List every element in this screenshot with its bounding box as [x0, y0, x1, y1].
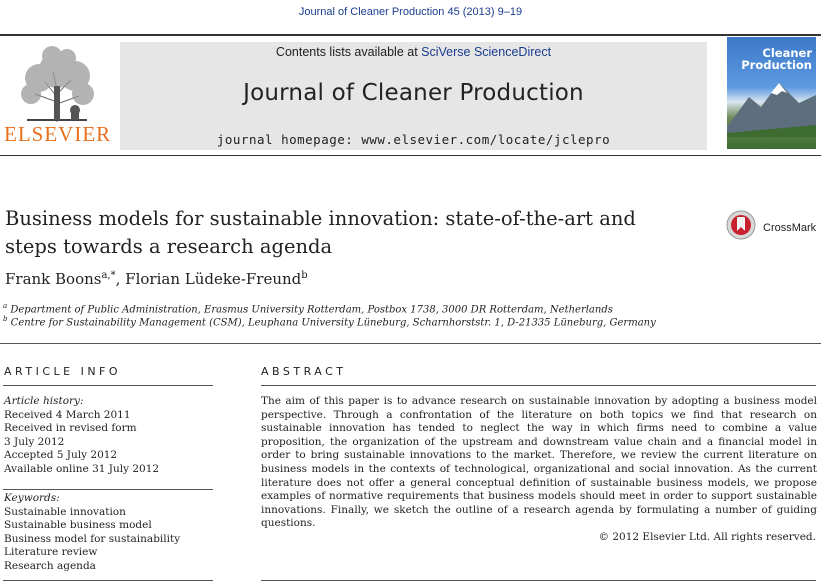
abstract-rule: [261, 385, 816, 386]
corresponding-author-star[interactable]: *: [110, 270, 116, 281]
affil-sup: a: [3, 302, 8, 310]
abstract-bottom-rule: [261, 580, 816, 581]
article-title: [5, 205, 705, 261]
history-item: Received 4 March 2011: [4, 408, 131, 421]
author-name[interactable]: Frank Boons: [5, 270, 102, 288]
section-rule: [0, 343, 821, 344]
crossmark-label: CrossMark: [763, 222, 817, 234]
article-info-rule: [3, 385, 213, 386]
keywords: [4, 492, 214, 573]
author-separator: ,: [115, 270, 126, 288]
history-item: Accepted 5 July 2012: [4, 449, 118, 461]
keyword-item: Sustainable innovation: [4, 505, 126, 518]
author-affil-sup: b: [301, 270, 308, 281]
affil-text: Centre for Sustainability Management (CSM), Leuphana University Lüneburg, Scharnhorststr. 1, D-21335 Lüneburg, Germany: [10, 317, 656, 329]
affil-text: Department of Public Administration, Erasmus University Rotterdam, Postbox 1738, 3000 DR Rotterdam, Netherlands: [10, 304, 613, 316]
cover-title: [741, 47, 812, 71]
title-line-2: steps towards a research agenda: [5, 235, 333, 258]
author-list: [5, 270, 308, 288]
header-bottom-rule: [0, 155, 821, 156]
publisher-wordmark: ELSEVIER: [4, 122, 112, 146]
article-info-bottom-rule: [3, 580, 213, 581]
affiliation-b: [3, 315, 656, 328]
affil-sup: b: [3, 315, 8, 323]
elsevier-tree-logo-icon: [7, 42, 107, 124]
abstract-text: The aim of this paper is to advance research on sustainable innovation by adopting a business model perspective. Through a confrontation of the literature on both topics we find that research on sustainable innovation has tended to neglect the way in which firms need to combine a value proposition, the organization of the upstream and downstream value chain and a financial model in order to bring sustainable innovations to the market. Therefore, we review the current literature on business models in the contexts of technological, organizational and social innovation. As the current literature does not offer a general conceptual definition of sustainable business models, we propose examples of normative requirements that business models should meet in order to support sustainable innovations. Finally, we sketch the outline of a research agenda by formulating a number of guiding questions.: [261, 395, 817, 530]
elsevier-logo[interactable]: [4, 42, 110, 152]
cover-line1: Cleaner: [762, 46, 812, 60]
keyword-item: Sustainable business model: [4, 519, 152, 531]
cover-line2: Production: [741, 58, 812, 72]
mountain-icon: [727, 77, 816, 137]
contents-prefix: Contents lists available at: [275, 45, 422, 59]
article-info-heading: ARTICLE INFO: [4, 365, 122, 378]
history-item: Available online 31 July 2012: [4, 462, 160, 475]
copyright-notice: © 2012 Elsevier Ltd. All rights reserved.: [598, 531, 816, 543]
journal-citation[interactable]: Journal of Cleaner Production 45 (2013) 9–19: [298, 6, 523, 18]
history-label: Article history:: [4, 395, 84, 407]
contents-line: [120, 45, 707, 59]
crossmark-icon: [726, 210, 756, 240]
crossmark-button[interactable]: [726, 210, 816, 242]
affiliation-a: [3, 302, 613, 315]
title-line-1: Business models for sustainable innovation: state-of-the-art and: [5, 207, 636, 230]
keywords-label: Keywords:: [4, 492, 60, 504]
keyword-item: Literature review: [4, 546, 98, 558]
journal-cover-image[interactable]: [727, 37, 816, 149]
author-affil-sup: a,: [101, 270, 111, 281]
journal-banner: [120, 42, 707, 150]
history-item: Received in revised form: [4, 422, 137, 434]
journal-title: Journal of Cleaner Production: [243, 80, 584, 106]
article-history: [4, 395, 214, 476]
abstract-heading: ABSTRACT: [261, 365, 347, 378]
author-name[interactable]: Florian Lüdeke-Freund: [125, 270, 302, 288]
history-item: 3 July 2012: [4, 435, 65, 448]
keyword-item: Business model for sustainability: [4, 532, 181, 545]
header-top-rule: [0, 34, 821, 36]
sciencedirect-link[interactable]: SciVerse ScienceDirect: [421, 45, 552, 59]
journal-homepage[interactable]: journal homepage: www.elsevier.com/locate/jclepro: [216, 132, 611, 147]
keywords-rule: [3, 489, 213, 490]
keyword-item: Research agenda: [4, 559, 96, 572]
